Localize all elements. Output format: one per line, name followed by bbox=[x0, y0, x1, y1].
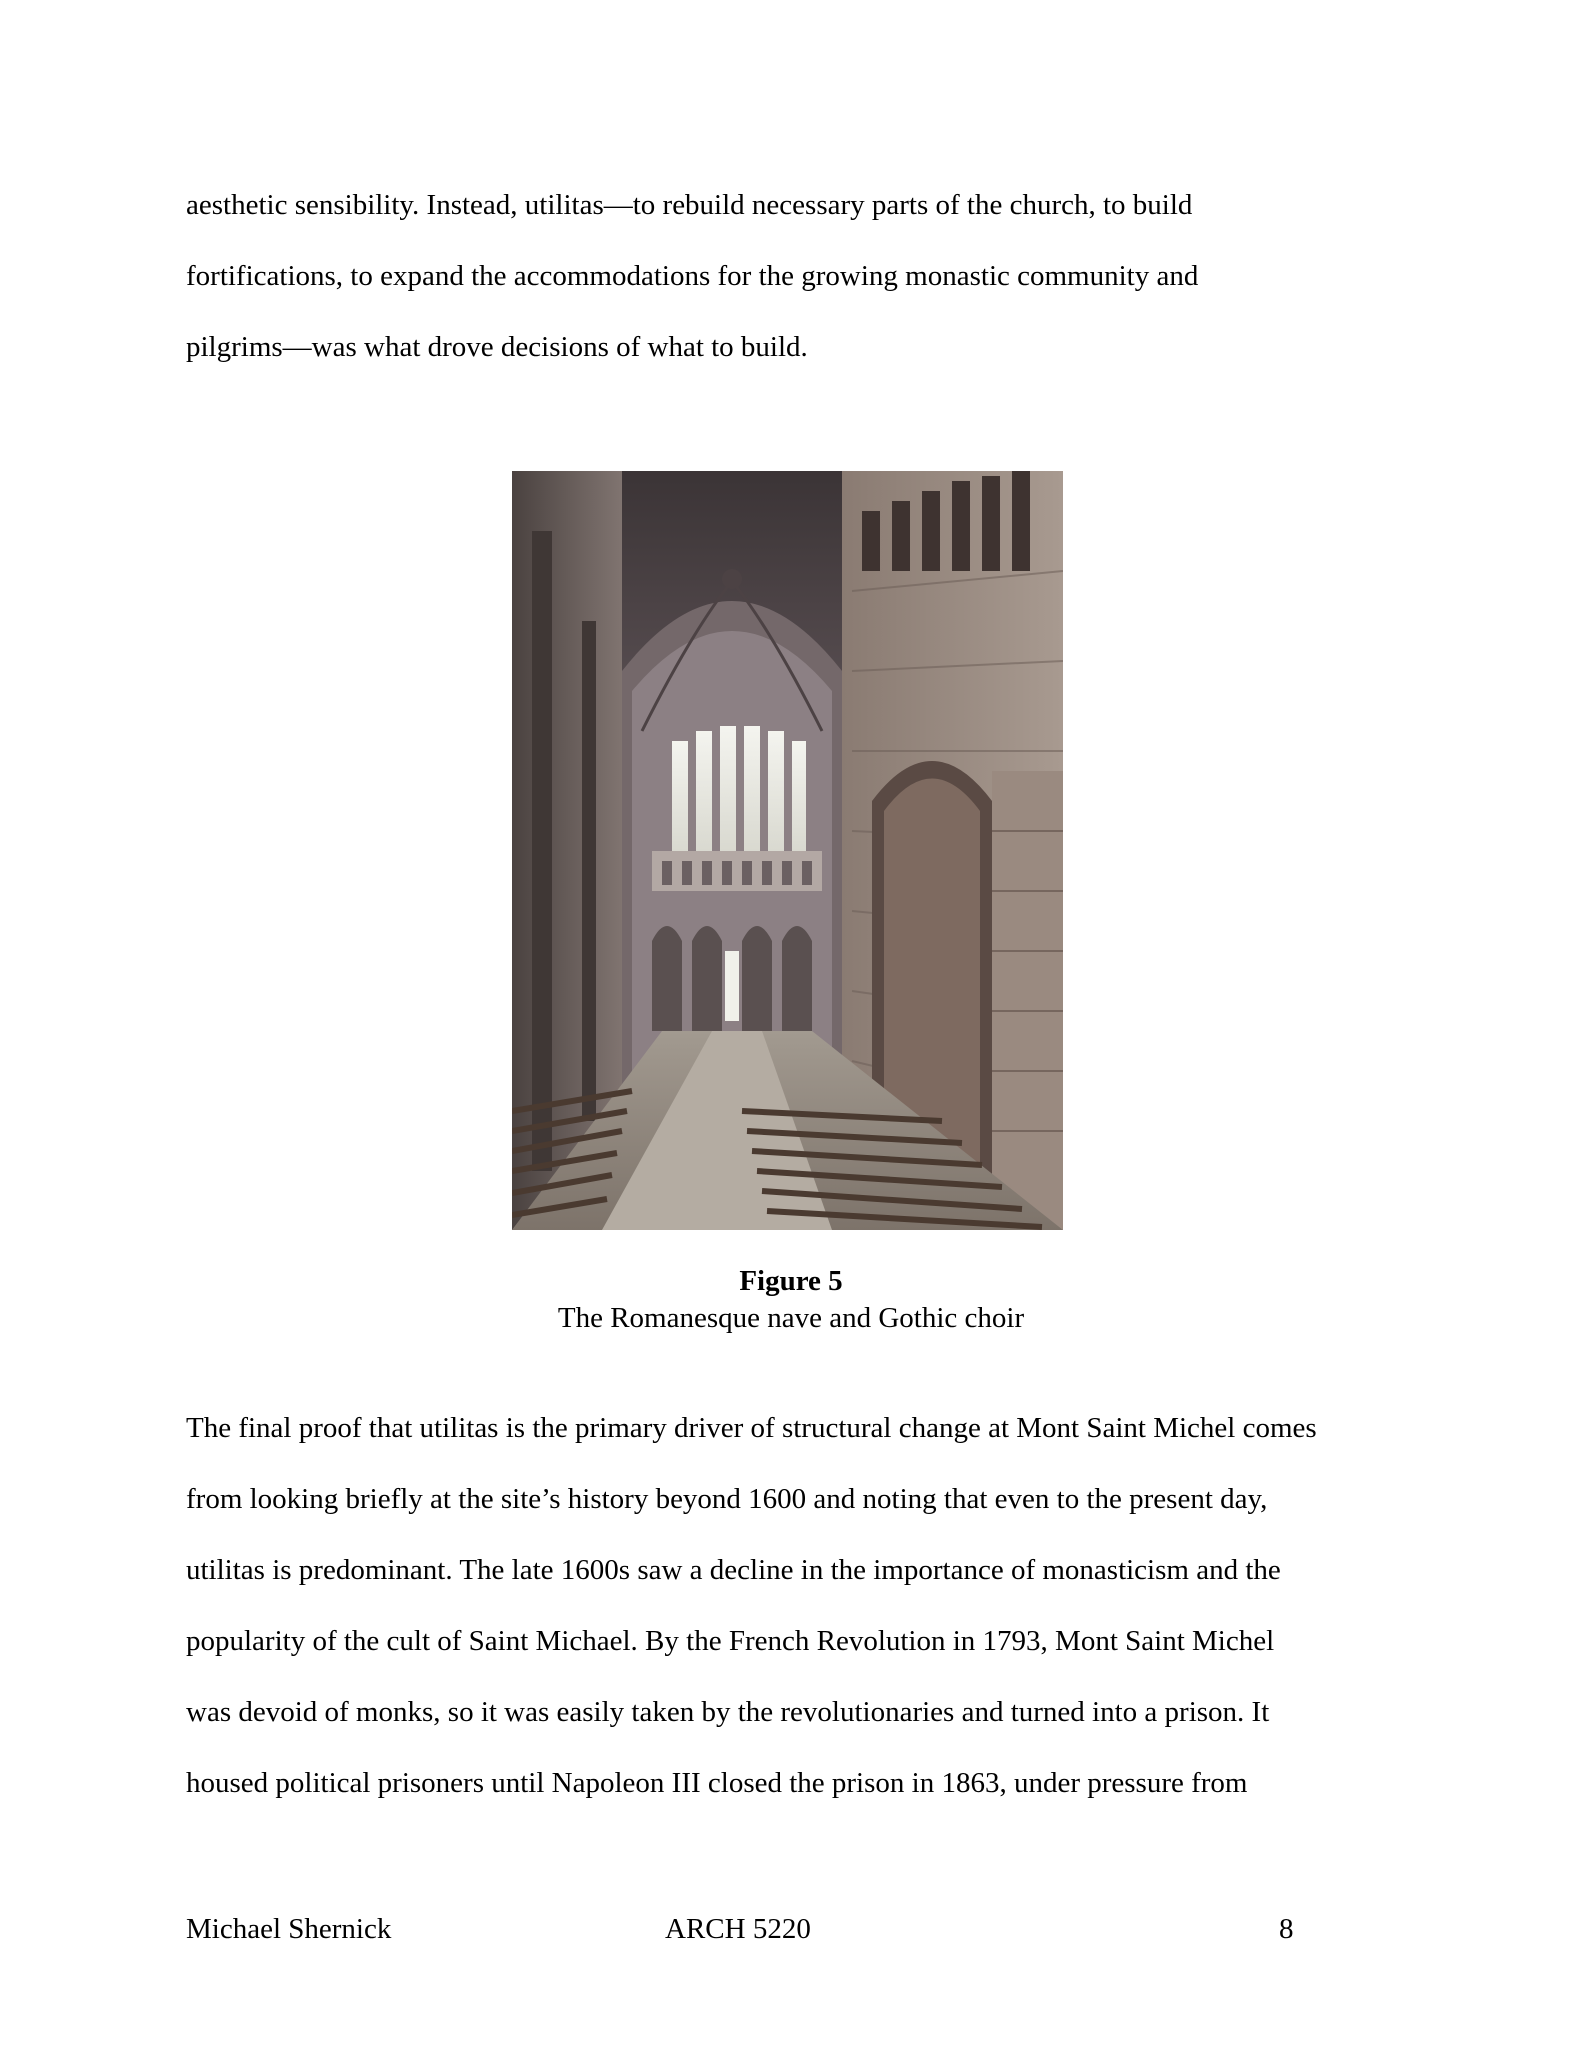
body-paragraph-2 bbox=[186, 1393, 1426, 1819]
text-line: from looking briefly at the site’s history beyond 1600 and noting that even to the present day, bbox=[186, 1483, 1268, 1515]
figure-caption: The Romanesque nave and Gothic choir bbox=[557, 1302, 1025, 1334]
text-line: was devoid of monks, so it was easily taken by the revolutionaries and turned into a prison. It bbox=[186, 1696, 1270, 1728]
text-line: fortifications, to expand the accommodations for the growing monastic community and bbox=[186, 260, 1199, 292]
text-line: The final proof that utilitas is the primary driver of structural change at Mont Saint Michel comes bbox=[186, 1412, 1317, 1444]
footer-page-number: 8 bbox=[1279, 1913, 1294, 1945]
body-paragraph-1 bbox=[186, 170, 1426, 383]
text-line: housed political prisoners until Napoleon III closed the prison in 1863, under pressure from bbox=[186, 1767, 1248, 1799]
nave-illustration bbox=[512, 471, 1063, 1230]
text-line: aesthetic sensibility. Instead, utilitas—to rebuild necessary parts of the church, to build bbox=[186, 189, 1193, 221]
figure-title: Figure 5 bbox=[739, 1265, 843, 1297]
text-line: utilitas is predominant. The late 1600s saw a decline in the importance of monasticism and the bbox=[186, 1554, 1281, 1586]
footer-course: ARCH 5220 bbox=[665, 1913, 811, 1945]
text-line: pilgrims—was what drove decisions of what to build. bbox=[186, 331, 808, 363]
footer-author: Michael Shernick bbox=[186, 1913, 392, 1945]
text-line: popularity of the cult of Saint Michael. By the French Revolution in 1793, Mont Saint Michel bbox=[186, 1625, 1275, 1657]
figure-photo-nave bbox=[512, 471, 1063, 1230]
